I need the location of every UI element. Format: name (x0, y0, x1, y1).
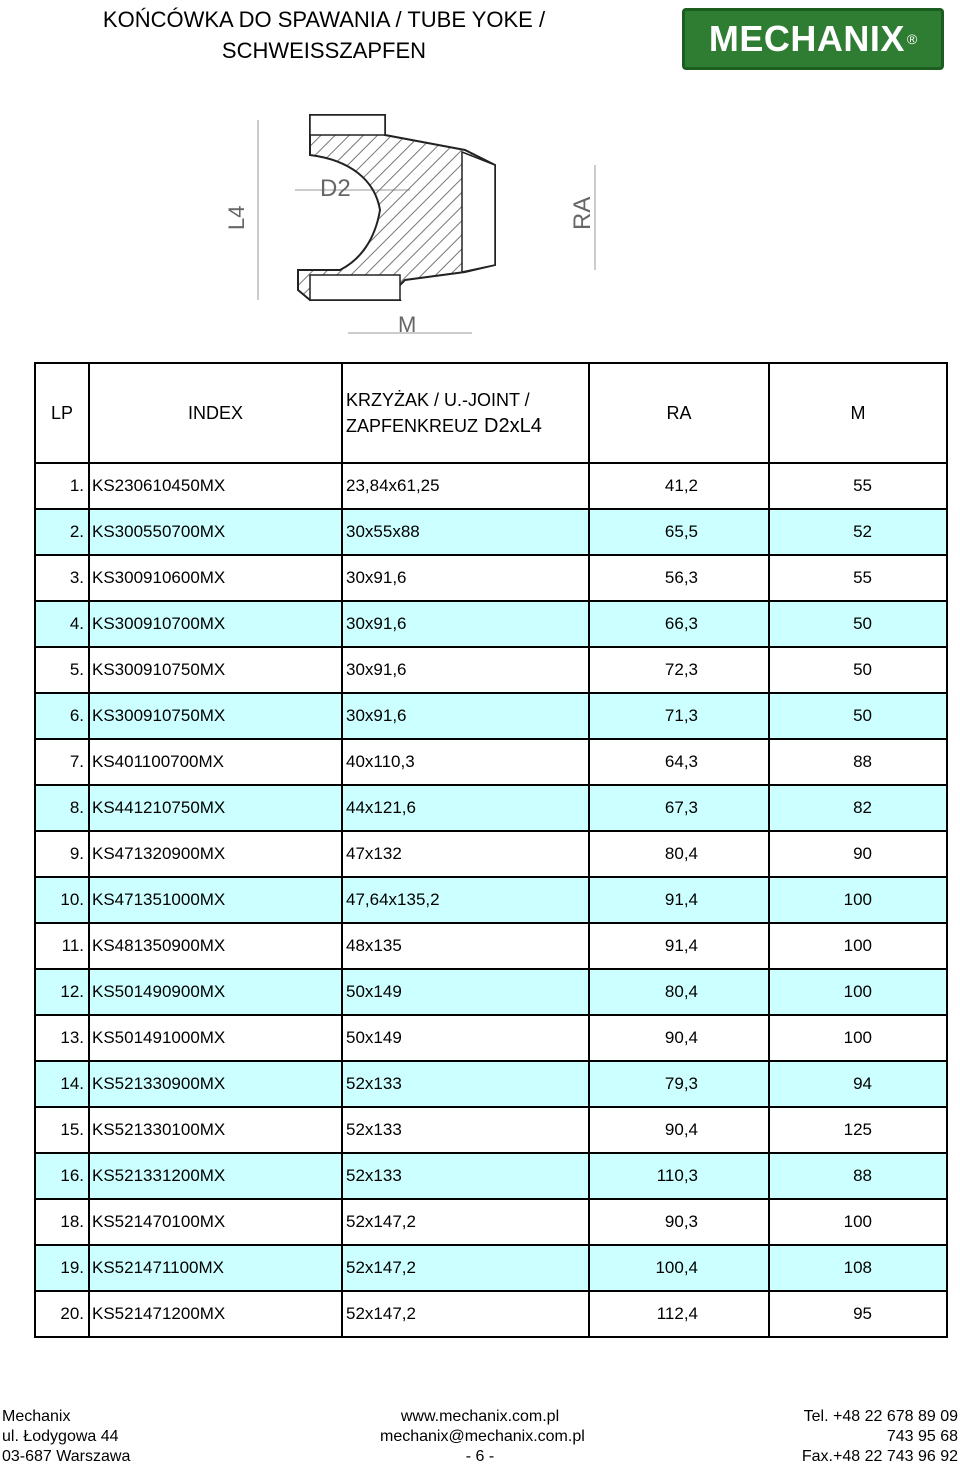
table-row (35, 555, 947, 601)
cell-ra: 71,3 (589, 693, 769, 739)
cell-lp: 4. (35, 601, 89, 647)
cell-lp: 3. (35, 555, 89, 601)
cell-ra: 100,4 (589, 1245, 769, 1291)
table-row (35, 601, 947, 647)
cell-m: 90 (769, 831, 947, 877)
footer-tel: Tel. +48 22 678 89 09 (803, 1408, 958, 1425)
cell-m: 100 (769, 1199, 947, 1245)
table-row (35, 1015, 947, 1061)
cell-d2xl4: 52x147,2 (342, 1245, 589, 1291)
cell-index: KS521471100MX (89, 1245, 342, 1291)
cell-lp: 8. (35, 785, 89, 831)
cell-d2xl4: 30x91,6 (342, 555, 589, 601)
yoke-tube-end (462, 152, 495, 272)
logo-registered-mark: ® (906, 31, 918, 47)
table-row (35, 1153, 947, 1199)
cell-d2xl4: 48x135 (342, 923, 589, 969)
cell-d2xl4: 52x133 (342, 1061, 589, 1107)
cell-ra: 90,4 (589, 1107, 769, 1153)
cell-m: 95 (769, 1291, 947, 1337)
cell-m: 125 (769, 1107, 947, 1153)
cell-m: 88 (769, 739, 947, 785)
table-row (35, 923, 947, 969)
cell-lp: 10. (35, 877, 89, 923)
cell-m: 50 (769, 693, 947, 739)
cell-ra: 112,4 (589, 1291, 769, 1337)
table-header-row (35, 363, 947, 463)
cell-lp: 16. (35, 1153, 89, 1199)
cell-m: 100 (769, 877, 947, 923)
label-ra: RA (569, 196, 596, 230)
cell-ra: 79,3 (589, 1061, 769, 1107)
cell-d2xl4: 23,84x61,25 (342, 463, 589, 509)
footer-fax: Fax.+48 22 743 96 92 (801, 1448, 958, 1465)
label-m: M (398, 312, 417, 337)
cell-index: KS230610450MX (89, 463, 342, 509)
table-row (35, 785, 947, 831)
cell-index: KS300910600MX (89, 555, 342, 601)
cell-ra: 90,3 (589, 1199, 769, 1245)
cell-lp: 18. (35, 1199, 89, 1245)
tube-yoke-drawing (200, 100, 620, 345)
header-ra: RA (589, 363, 769, 463)
cell-ra: 72,3 (589, 647, 769, 693)
cell-lp: 2. (35, 509, 89, 555)
label-d2: D2 (320, 175, 351, 202)
cell-index: KS300910700MX (89, 601, 342, 647)
cell-m: 100 (769, 1015, 947, 1061)
footer-city: 03-687 Warszawa (2, 1448, 131, 1465)
cell-lp: 20. (35, 1291, 89, 1337)
cell-d2xl4: 52x147,2 (342, 1199, 589, 1245)
cell-d2xl4: 47x132 (342, 831, 589, 877)
cell-d2xl4: 52x147,2 (342, 1291, 589, 1337)
cell-ra: 90,4 (589, 1015, 769, 1061)
table-row (35, 1199, 947, 1245)
cell-ra: 56,3 (589, 555, 769, 601)
cell-d2xl4: 52x133 (342, 1107, 589, 1153)
table-row (35, 1245, 947, 1291)
cell-d2xl4: 50x149 (342, 1015, 589, 1061)
footer-tel2: 743 95 68 (886, 1428, 958, 1445)
mechanix-logo (682, 8, 944, 70)
table-row (35, 463, 947, 509)
cell-ra: 41,2 (589, 463, 769, 509)
cell-ra: 91,4 (589, 923, 769, 969)
cell-lp: 6. (35, 693, 89, 739)
header-joint (342, 363, 589, 463)
cell-index: KS521330900MX (89, 1061, 342, 1107)
footer-page-number: - 6 - (465, 1448, 495, 1465)
cell-index: KS521470100MX (89, 1199, 342, 1245)
cell-lp: 14. (35, 1061, 89, 1107)
cell-lp: 12. (35, 969, 89, 1015)
table-row (35, 1061, 947, 1107)
page-title (44, 4, 604, 66)
header-index: INDEX (89, 363, 342, 463)
label-l4: L4 (224, 205, 249, 230)
cell-lp: 9. (35, 831, 89, 877)
cell-m: 50 (769, 601, 947, 647)
cell-lp: 11. (35, 923, 89, 969)
table-row (35, 693, 947, 739)
cell-m: 108 (769, 1245, 947, 1291)
cell-ra: 110,3 (589, 1153, 769, 1199)
cell-index: KS521471200MX (89, 1291, 342, 1337)
cell-m: 55 (769, 555, 947, 601)
logo-text: MECHANIX (708, 18, 905, 59)
parts-table (34, 362, 948, 1338)
cell-index: KS401100700MX (89, 739, 342, 785)
cell-index: KS521331200MX (89, 1153, 342, 1199)
cell-m: 55 (769, 463, 947, 509)
table-row (35, 1107, 947, 1153)
header-joint-dim: D2xL4 (484, 415, 542, 437)
cell-ra: 80,4 (589, 831, 769, 877)
cell-lp: 15. (35, 1107, 89, 1153)
header-joint-line-2: ZAPFENKREUZ (346, 416, 479, 436)
cell-m: 50 (769, 647, 947, 693)
cell-lp: 1. (35, 463, 89, 509)
cell-index: KS300550700MX (89, 509, 342, 555)
cell-d2xl4: 47,64x135,2 (342, 877, 589, 923)
cell-index: KS501490900MX (89, 969, 342, 1015)
cell-ra: 91,4 (589, 877, 769, 923)
cell-ra: 65,5 (589, 509, 769, 555)
cell-lp: 13. (35, 1015, 89, 1061)
table-row (35, 1291, 947, 1337)
cell-d2xl4: 30x91,6 (342, 647, 589, 693)
cell-d2xl4: 30x55x88 (342, 509, 589, 555)
table-row (35, 969, 947, 1015)
title-line-2: SCHWEISSZAPFEN (221, 38, 427, 63)
yoke-ear-bottom (310, 275, 400, 300)
yoke-ear-top (310, 115, 385, 135)
table-row (35, 739, 947, 785)
cell-index: KS300910750MX (89, 693, 342, 739)
cell-m: 94 (769, 1061, 947, 1107)
footer-address (2, 1407, 130, 1467)
footer-contact (380, 1407, 585, 1467)
cell-m: 52 (769, 509, 947, 555)
cell-index: KS471351000MX (89, 877, 342, 923)
cell-index: KS521330100MX (89, 1107, 342, 1153)
cell-index: KS471320900MX (89, 831, 342, 877)
footer-company: Mechanix (2, 1408, 71, 1425)
cell-m: 100 (769, 969, 947, 1015)
footer-website[interactable]: www.mechanix.com.pl (400, 1408, 560, 1425)
cell-d2xl4: 30x91,6 (342, 693, 589, 739)
footer-street: ul. Łodygowa 44 (2, 1428, 119, 1445)
cell-index: KS481350900MX (89, 923, 342, 969)
header-lp: LP (35, 363, 89, 463)
cell-d2xl4: 44x121,6 (342, 785, 589, 831)
table-row (35, 647, 947, 693)
cell-m: 88 (769, 1153, 947, 1199)
cell-ra: 64,3 (589, 739, 769, 785)
title-line-1: KOŃCÓWKA DO SPAWANIA / TUBE YOKE / (102, 7, 546, 32)
cell-lp: 19. (35, 1245, 89, 1291)
cell-d2xl4: 40x110,3 (342, 739, 589, 785)
cell-m: 100 (769, 923, 947, 969)
table-row (35, 831, 947, 877)
cell-index: KS501491000MX (89, 1015, 342, 1061)
cell-d2xl4: 30x91,6 (342, 601, 589, 647)
table-row (35, 509, 947, 555)
cell-lp: 5. (35, 647, 89, 693)
footer-phones (802, 1407, 958, 1467)
table-row (35, 877, 947, 923)
footer-email[interactable]: mechanix@mechanix.com.pl (380, 1428, 585, 1445)
cell-m: 82 (769, 785, 947, 831)
cell-index: KS300910750MX (89, 647, 342, 693)
cell-d2xl4: 50x149 (342, 969, 589, 1015)
cell-ra: 66,3 (589, 601, 769, 647)
cell-d2xl4: 52x133 (342, 1153, 589, 1199)
cell-index: KS441210750MX (89, 785, 342, 831)
cell-ra: 80,4 (589, 969, 769, 1015)
cell-ra: 67,3 (589, 785, 769, 831)
header-joint-line-1: KRZYŻAK / U.-JOINT / (346, 390, 530, 410)
cell-lp: 7. (35, 739, 89, 785)
header-m: M (769, 363, 947, 463)
